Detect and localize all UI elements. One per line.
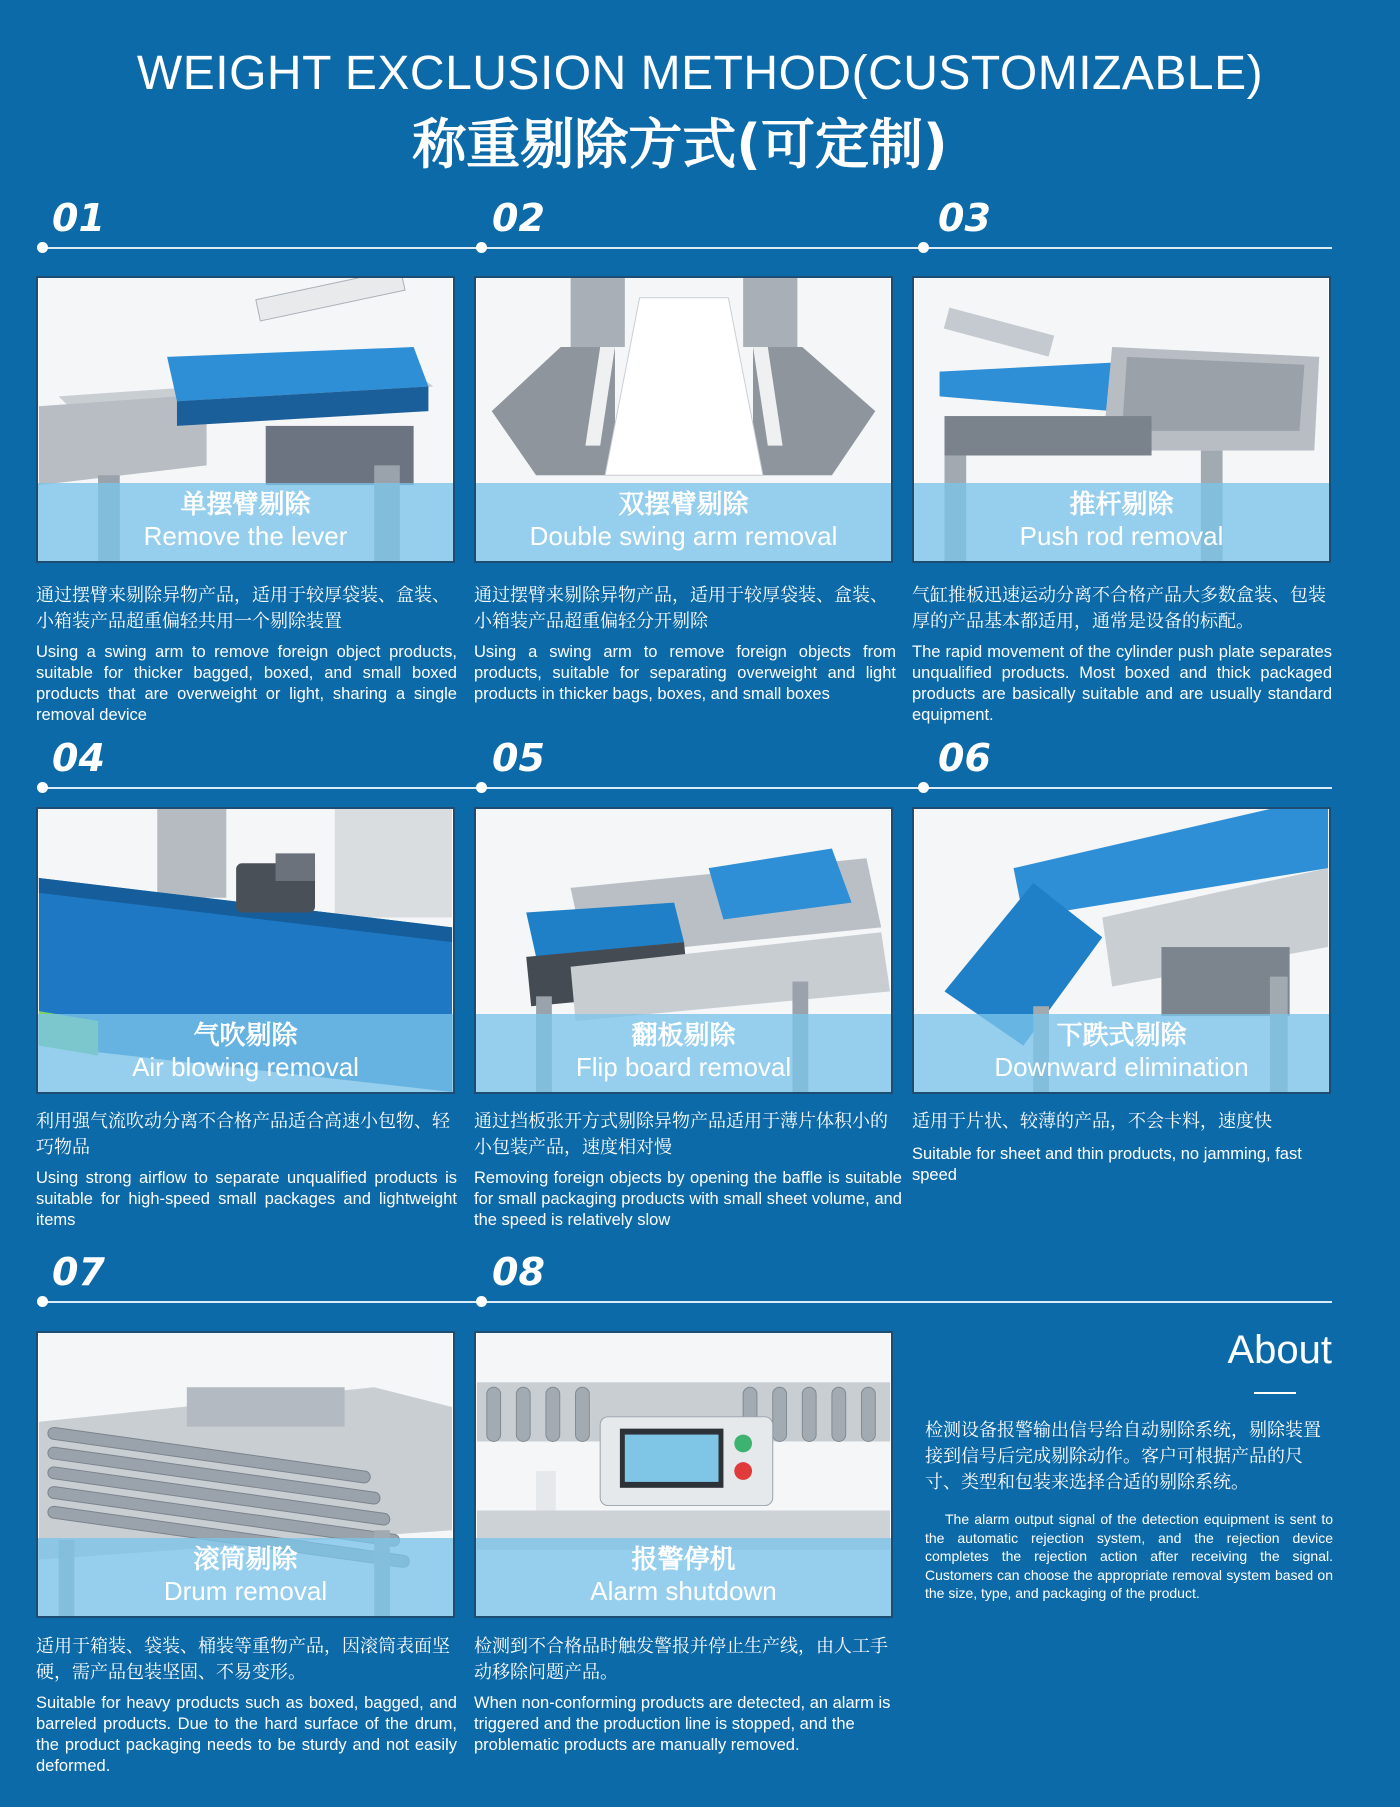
method-desc-en: Using a swing arm to remove foreign object products, suitable for thicker bagged, boxed, and small boxed products that are overweight or light, sharing a single removal device xyxy=(36,643,457,724)
method-card-02 xyxy=(474,276,893,563)
method-title-en: Remove the lever xyxy=(143,521,348,551)
about-underline xyxy=(1254,1392,1296,1394)
divider-dot xyxy=(476,1296,487,1307)
divider-dot xyxy=(476,782,487,793)
divider-dot xyxy=(37,242,48,253)
method-number: 05 xyxy=(492,736,545,780)
method-label-band xyxy=(38,483,453,561)
method-title-cn: 单摆臂剔除 xyxy=(180,490,311,520)
method-desc-cn: 适用于箱装、袋装、桶装等重物产品，因滚筒表面坚硬，需产品包装坚固、不易变形。 xyxy=(36,1636,450,1683)
method-desc-cn: 利用强气流吹动分离不合格产品适合高速小包物、轻巧物品 xyxy=(36,1111,450,1158)
page-title-en: WEIGHT EXCLUSION METHOD(CUSTOMIZABLE) xyxy=(136,47,1264,100)
method-title-cn: 翻板剔除 xyxy=(631,1021,736,1051)
section-divider xyxy=(42,1301,1332,1303)
method-number: 04 xyxy=(52,736,105,780)
method-desc-cn: 气缸推板迅速运动分离不合格产品大多数盒装、包装厚的产品基本都适用，通常是设备的标配。 xyxy=(912,585,1326,632)
method-card-03 xyxy=(912,276,1331,563)
method-label-band xyxy=(914,1014,1329,1092)
method-title-cn: 报警停机 xyxy=(631,1545,736,1575)
about-text-cn: 检测设备报警输出信号给自动剔除系统，剔除装置接到信号后完成剔除动作。客户可根据产品的尺寸、类型和包装来选择合适的剔除系统。 xyxy=(925,1420,1321,1493)
method-title-cn: 下跌式剔除 xyxy=(1056,1021,1187,1051)
method-desc-en: When non-conforming products are detected, an alarm is triggered and the production line is stopped, and the problematic products are manually removed. xyxy=(474,1694,891,1754)
method-desc-cn: 检测到不合格品时触发警报并停止生产线，由人工手动移除问题产品。 xyxy=(474,1636,888,1683)
method-label-band xyxy=(38,1014,453,1092)
method-title-en: Alarm shutdown xyxy=(590,1576,777,1606)
method-desc-cn: 通过摆臂来剔除异物产品，适用于较厚袋装、盒装、小箱装产品超重偏轻共用一个剔除装置 xyxy=(36,585,450,632)
divider-dot xyxy=(918,242,929,253)
method-label-band xyxy=(914,483,1329,561)
method-title-en: Air blowing removal xyxy=(132,1052,359,1082)
method-card-06 xyxy=(912,807,1331,1094)
section-divider xyxy=(42,787,1332,789)
method-number: 08 xyxy=(492,1250,545,1294)
method-title-cn: 气吹剔除 xyxy=(193,1021,298,1051)
method-desc-en: Using a swing arm to remove foreign objects from products, suitable for separating overweight and light products in thicker bags, boxes, and small boxes xyxy=(474,643,896,703)
method-title-en: Push rod removal xyxy=(1019,521,1224,551)
method-desc-en: The rapid movement of the cylinder push plate separates unqualified products. Most boxed and thick packaged products are basically suitable and are usually standard equipment. xyxy=(912,643,1332,724)
method-title-cn: 滚筒剔除 xyxy=(193,1545,298,1575)
method-card-04 xyxy=(36,807,455,1094)
method-label-band xyxy=(476,1538,891,1616)
page-title-cn: 称重剔除方式(可定制) xyxy=(412,113,948,176)
method-card-08 xyxy=(474,1331,893,1618)
method-desc-en: Suitable for heavy products such as boxed, bagged, and barreled products. Due to the hard surface of the drum, the product packaging needs to be sturdy and not easily deformed. xyxy=(36,1694,457,1775)
divider-dot xyxy=(476,242,487,253)
method-title-en: Flip board removal xyxy=(575,1052,792,1082)
method-number: 01 xyxy=(52,196,105,240)
section-divider xyxy=(42,247,1332,249)
method-title-en: Drum removal xyxy=(163,1576,328,1606)
method-desc-cn: 通过挡板张开方式剔除异物产品适用于薄片体积小的小包装产品，速度相对慢 xyxy=(474,1111,888,1158)
method-label-band xyxy=(476,483,891,561)
method-number: 03 xyxy=(938,196,991,240)
divider-dot xyxy=(918,782,929,793)
method-title-en: Double swing arm removal xyxy=(529,521,838,551)
method-card-07 xyxy=(36,1331,455,1618)
method-card-01 xyxy=(36,276,455,563)
method-label-band xyxy=(476,1014,891,1092)
method-title-cn: 双摆臂剔除 xyxy=(618,490,749,520)
divider-dot xyxy=(37,782,48,793)
method-title-en: Downward elimination xyxy=(994,1052,1249,1082)
divider-dot xyxy=(37,1296,48,1307)
method-number: 02 xyxy=(492,196,545,240)
method-title-cn: 推杆剔除 xyxy=(1069,490,1174,520)
method-desc-en: Suitable for sheet and thin products, no jamming, fast speed xyxy=(912,1145,1302,1184)
about-text-en: The alarm output signal of the detection equipment is sent to the automatic rejection system, and the rejection device completes the rejection action after receiving the signal. Customers can choose the appropriate removal system based on the size, type, and packaging of the product. xyxy=(925,1511,1333,1601)
method-desc-en: Using strong airflow to separate unqualified products is suitable for high-speed small packages and lightweight items xyxy=(36,1169,457,1229)
method-label-band xyxy=(38,1538,453,1616)
method-desc-cn: 适用于片状、较薄的产品，不会卡料，速度快 xyxy=(912,1111,1272,1132)
method-number: 06 xyxy=(938,736,991,780)
method-card-05 xyxy=(474,807,893,1094)
method-number: 07 xyxy=(52,1250,105,1294)
method-desc-cn: 通过摆臂来剔除异物产品，适用于较厚袋装、盒装、小箱装产品超重偏轻分开剔除 xyxy=(474,585,888,632)
method-desc-en: Removing foreign objects by opening the baffle is suitable for small packaging products with small sheet volume, and the speed is relatively slow xyxy=(474,1169,902,1229)
about-title: About xyxy=(1227,1328,1332,1372)
